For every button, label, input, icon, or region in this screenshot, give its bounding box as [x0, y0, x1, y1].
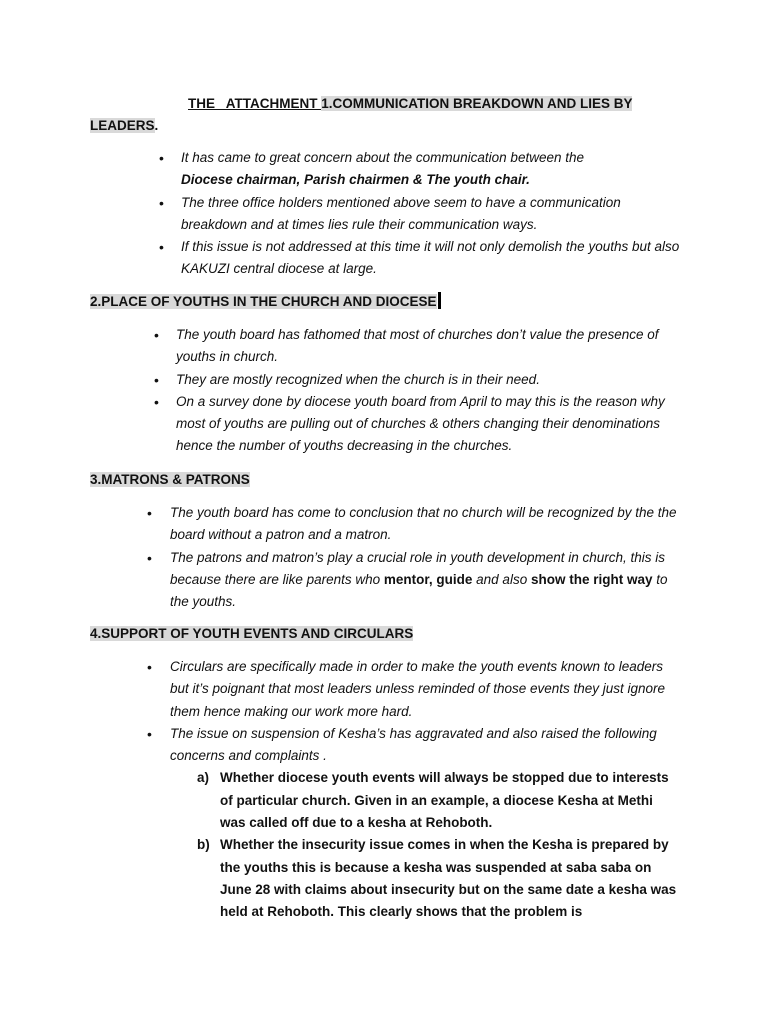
title-prefix: THE ATTACHMENT	[188, 96, 322, 111]
section4-heading: 4.SUPPORT OF YOUTH EVENTS AND CIRCULARS	[90, 626, 414, 641]
section2-bullet-list	[154, 324, 676, 458]
list-item: • Circulars are specifically made in order to make the youth events known to leaders but it’s poignant that most leaders unless reminded of those events they just ignore them hence making our work more hard.	[147, 659, 666, 719]
sub-list-item: b) Whether the insecurity issue comes in when the Kesha is prepared by the youths this is because a kesha was suspended at saba saba on June 28 with claims about insecurity but on the same date a kesha was held at Rehoboth. This clearly shows that the problem is	[197, 837, 677, 920]
list-item: • If this issue is not addressed at this time it will not only demolish the youths but also KAKUZI central diocese at large.	[159, 239, 680, 277]
document-title: THE ATTACHMENT 1.COMMUNICATION BREAKDOWN AND LIES BY LEADERS.	[90, 96, 633, 133]
section3-heading: 3.MATRONS & PATRONS	[90, 472, 250, 487]
sub-list	[169, 767, 678, 923]
list-item: • The issue on suspension of Kesha’s has aggravated and also raised the following concerns and complaints . a) Whether diocese youth events will always be stopped due to interests of particular church. Given in an example, a diocese Kesha at Methi was called off due to a kesha at Rehoboth. b) Whether the insecurity issue comes in when the Kesha is prepared by the youths this is because a kesha was suspended at saba saba on June 28 with claims about insecurity but on the same date a kesha was held at Rehoboth. This clearly shows that the problem is	[170, 723, 680, 924]
sub-list-item: a) Whether diocese youth events will always be stopped due to interests of particular church. Given in an example, a diocese Kesha at Methi was called off due to a kesha at Rehoboth.	[197, 770, 669, 831]
list-item: • It has came to great concern about the communication between the Diocese chairman, Parish chairmen & The youth chair.	[159, 150, 584, 188]
text-cursor	[438, 292, 441, 309]
list-item: • The three office holders mentioned above seem to have a communication breakdown and at times lies rule their communication ways.	[159, 194, 621, 232]
section3-bullet-list	[147, 502, 682, 613]
title-heading-1-cont: LEADERS	[90, 118, 155, 133]
title-heading-1: 1.COMMUNICATION BREAKDOWN AND LIES BY	[321, 96, 633, 111]
section4-bullet-list	[147, 656, 680, 924]
section2-heading: 2.PLACE OF YOUTHS IN THE CHURCH AND DIOCESE	[90, 292, 441, 312]
list-item: • They are mostly recognized when the church is in their need.	[154, 371, 540, 388]
list-item: • The patrons and matron’s play a crucial role in youth development in church, this is because there are like parents who mentor, guide and also show the right way to the youths.	[147, 549, 668, 610]
list-item: • On a survey done by diocese youth board from April to may this is the reason why most of youths are pulling out of churches & others changing their denominations hence the number of youths decreasing in the churches.	[154, 393, 665, 454]
list-item: • The youth board has fathomed that most of churches don’t value the presence of youths in church.	[154, 327, 659, 365]
list-item: • The youth board has come to conclusion that no church will be recognized by the the board without a patron and a matron.	[147, 505, 677, 543]
section1-bullet-list	[159, 147, 681, 281]
